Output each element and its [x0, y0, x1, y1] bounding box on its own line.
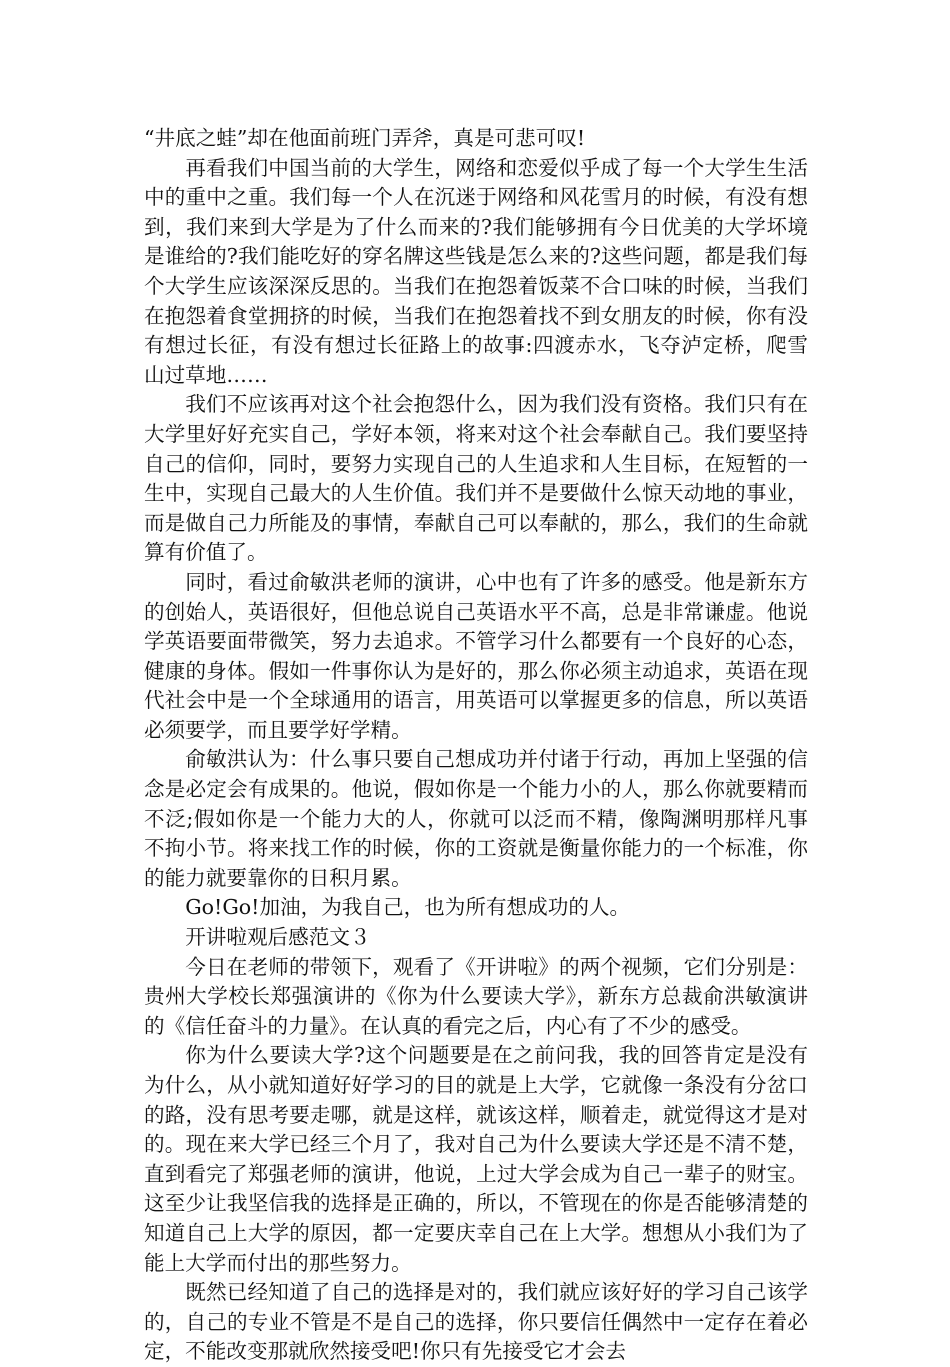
paragraph: Go!Go!加油，为我自己，也为所有想成功的人。 [185, 895, 631, 920]
paragraph: 你为什么要读大学?这个问题要是在之前问我，我的回答肯定是没有为什么，从小就知道好好学习的目的就是上大学，它就像一条没有分岔口的路，没有思考要走哪，就是这样，就该这样，顺着走，就觉得这才是对的。现在来大学已经三个月了，我对自己为什么要读大学还是不清不楚，直到看完了郑强老师的演讲，他说，上过大学会成为自己一辈子的财宝。这至少让我坚信我的选择是正确的，所以，不管现在的你是否能够清楚的知道自己上大学的原因，都一定要庆幸自己在上大学。想想从小我们为了能上大学而付出的那些努力。 [144, 1043, 808, 1275]
paragraph-continuation: “井底之蛙”却在他面前班门弄斧，真是可悲可叹! [144, 126, 586, 150]
paragraph: 既然已经知道了自己的选择是对的，我们就应该好好的学习自己该学的，自己的专业不管是不是自己的选择，你只要信任偶然中一定存在着必定，不能改变那就欣然接受吧!你只有先接受它才会去 [144, 1280, 808, 1364]
paragraph: 今日在老师的带领下，观看了《开讲啦》的两个视频，它们分别是：贵州大学校长郑强演讲的《你为什么要读大学》，新东方总裁俞洪敏演讲的《信任奋斗的力量》。在认真的看完之后，内心有了不少的感受。 [144, 954, 808, 1038]
paragraph: 俞敏洪认为：什么事只要自己想成功并付诸于行动，再加上坚强的信念是必定会有成果的。他说，假如你是一个能力小的人，那么你就要精而不泛;假如你是一个能力大的人，你就可以泛而不精，像陶渊明那样凡事不拘小节。将来找工作的时候，你的工资就是衡量你能力的一个标准，你的能力就要靠你的日积月累。 [144, 747, 808, 890]
paragraph: 再看我们中国当前的大学生，网络和恋爱似乎成了每一个大学生生活中的重中之重。我们每一个人在沉迷于网络和风花雪月的时候，有没有想到，我们来到大学是为了什么而来的?我们能够拥有今日优美的大学坏境是谁给的?我们能吃好的穿名牌这些钱是怎么来的?这些问题，都是我们每个大学生应该深深反思的。当我们在抱怨着饭菜不合口味的时候，当我们在抱怨着食堂拥挤的时候，当我们在抱怨着找不到女朋友的时候，你有没有想过长征，有没有想过长征路上的故事:四渡赤水，飞夺泸定桥，爬雪山过草地…… [144, 155, 808, 387]
paragraph: 我们不应该再对这个社会抱怨什么，因为我们没有资格。我们只有在大学里好好充实自己，学好本领，将来对这个社会奉献自己。我们要坚持自己的信仰，同时，要努力实现自己的人生追求和人生目标，在短暂的一生中，实现自己最大的人生价值。我们并不是要做什么惊天动地的事业，而是做自己力所能及的事情，奉献自己可以奉献的，那么，我们的生命就算有价值了。 [144, 392, 808, 565]
section-heading: 开讲啦观后感范文３ [185, 925, 371, 950]
paragraph: 同时，看过俞敏洪老师的演讲，心中也有了许多的感受。他是新东方的创始人，英语很好，但他总说自己英语水平不高，总是非常谦虚。他说学英语要面带微笑，努力去追求。不管学习什么都要有一个良好的心态，健康的身体。假如一件事你认为是好的，那么你必须主动追求，英语在现代社会中是一个全球通用的语言，用英语可以掌握更多的信息，所以英语必须要学，而且要学好学精。 [144, 569, 808, 742]
document-body [144, 124, 808, 1367]
